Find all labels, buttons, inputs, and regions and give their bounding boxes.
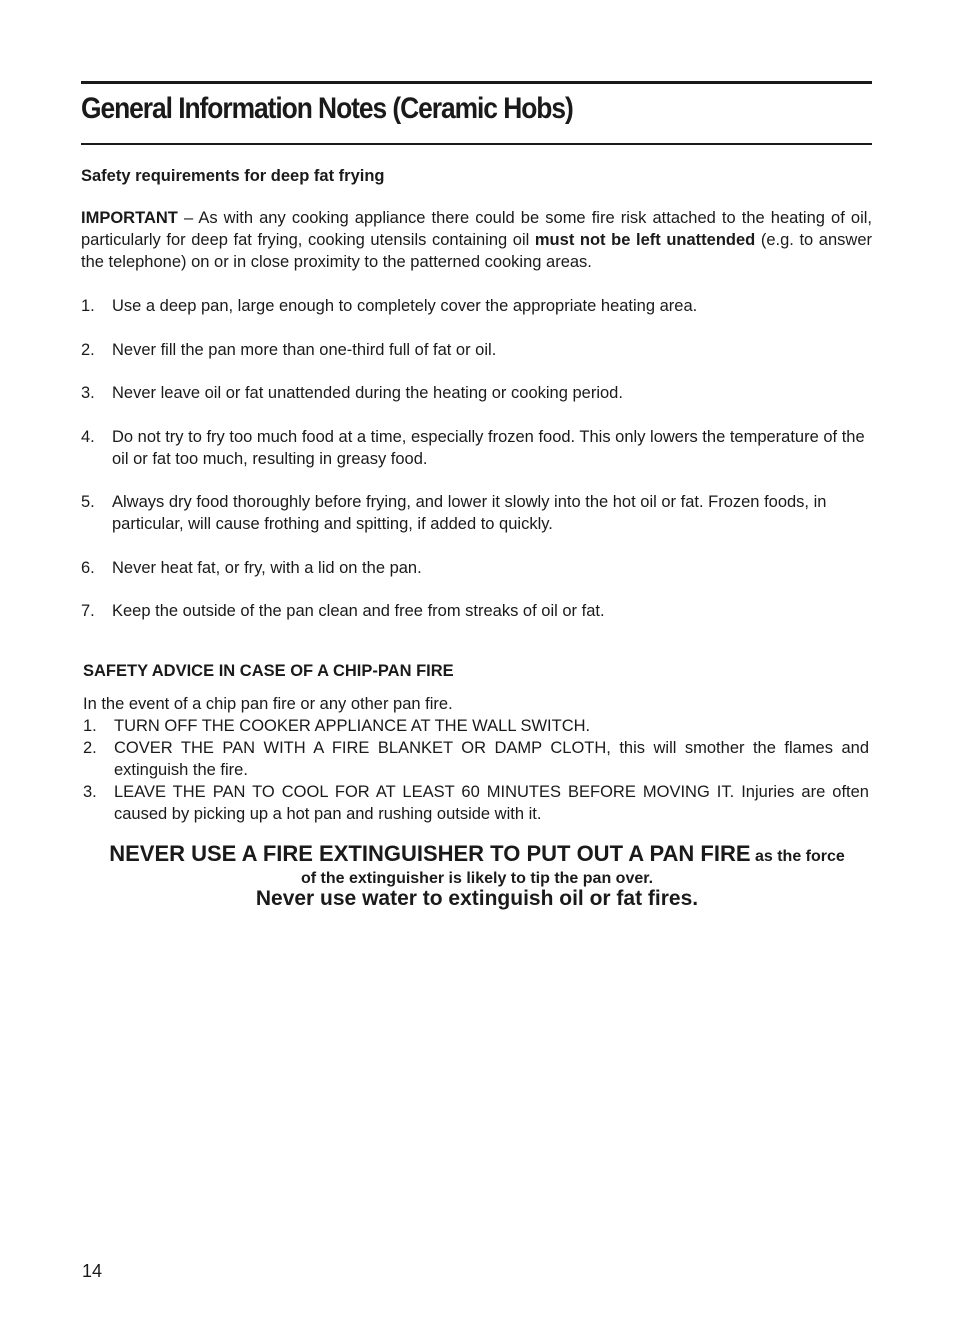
title-underline [81,143,872,145]
list-item-number: 5. [81,493,95,511]
list-item-text: Use a deep pan, large enough to completely cover the appropriate heating area. [112,297,698,315]
list-item-text: Never heat fat, or fry, with a lid on the pan. [112,558,422,577]
list-item-number: 1. [83,717,97,735]
list-item [83,715,869,737]
list-item [81,295,872,317]
list-item-number: 2. [81,340,95,359]
list-item [81,382,872,404]
list-item-number: 1. [81,297,95,315]
extinguisher-warning-bold: NEVER USE A FIRE EXTINGUISHER TO PUT OUT A PAN FIRE [109,841,751,866]
list-item-number: 3. [81,384,95,402]
extinguisher-warning-tail: as the force [750,848,845,865]
chip-pan-intro: In the event of a chip pan fire or any other pan fire. [83,695,453,713]
list-item-number: 6. [81,558,95,577]
chip-pan-heading: SAFETY ADVICE IN CASE OF A CHIP-PAN FIRE [83,662,454,680]
list-item [81,426,872,470]
chip-pan-list [83,715,869,825]
important-text-2: (e.g. to answer the telephone) on or in close proximity to the patterned cooking areas. [81,231,872,271]
important-text-1: – As with any cooking appliance there could be some fire risk attached to the heating of oil, particularly for deep fat frying, cooking utensils containing oil [81,209,872,249]
list-item [81,491,872,535]
extinguisher-warning-line2: of the extinguisher is likely to tip the pan over. [300,870,654,887]
list-item-number: 2. [83,739,97,757]
important-bold-text: must not be left unattended [534,231,756,249]
extinguisher-warning [0,840,954,871]
list-item-text: TURN OFF THE COOKER APPLIANCE AT THE WALL SWITCH. [114,717,591,735]
list-item-text: Do not try to fry too much food at a time, especially frozen food. This only lowers the temperature of the oil or fat too much, resulting in greasy food. [112,427,865,468]
list-item [81,339,872,361]
important-label: IMPORTANT [81,209,178,227]
list-item [83,781,869,825]
list-item-text: Keep the outside of the pan clean and free from streaks of oil or fat. [112,602,605,620]
list-item [83,737,869,781]
water-warning: Never use water to extinguish oil or fat fires. [255,887,699,910]
deep-fat-list [81,295,872,644]
important-paragraph [81,207,872,273]
top-rule [81,81,872,84]
list-item-number: 3. [83,783,97,801]
list-item [81,557,872,579]
list-item-text: COVER THE PAN WITH A FIRE BLANKET OR DAMP CLOTH, this will smother the flames and extinguish the fire. [114,739,869,779]
list-item-text: Always dry food thoroughly before frying, and lower it slowly into the hot oil or fat. Frozen foods, in particular, will cause frothing and spitting, if added to quickly. [112,493,827,533]
list-item-text: Never leave oil or fat unattended during the heating or cooking period. [112,384,623,402]
list-item-number: 7. [81,602,95,620]
list-item-number: 4. [81,427,95,446]
page-title: General Information Notes (Ceramic Hobs) [81,92,573,125]
page-number: 14 [82,1261,103,1281]
list-item-text: Never fill the pan more than one-third full of fat or oil. [112,340,497,359]
list-item-text: LEAVE THE PAN TO COOL FOR AT LEAST 60 MINUTES BEFORE MOVING IT. Injuries are often caused by picking up a hot pan and rushing outside with it. [114,783,869,823]
deep-fat-heading: Safety requirements for deep fat frying [81,167,385,185]
list-item [81,600,872,622]
